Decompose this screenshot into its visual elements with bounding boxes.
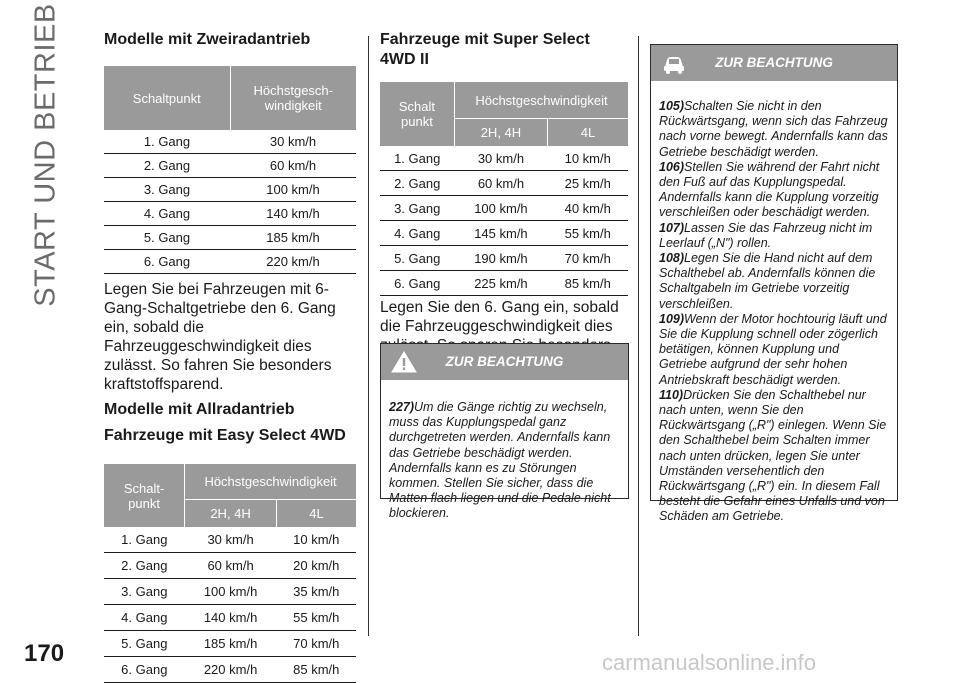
table-cell: 4. Gang	[104, 605, 185, 631]
table-row	[104, 226, 356, 250]
table-cell: 220 km/h	[185, 657, 277, 683]
speed-table-super-select	[380, 82, 628, 296]
table-cell: 40 km/h	[547, 196, 628, 221]
table-cell: 140 km/h	[230, 202, 356, 226]
car-hand-icon	[661, 51, 687, 75]
table-subheader-2h4h: 2H, 4H	[185, 500, 277, 528]
column-divider	[368, 36, 369, 636]
warning-note-heading	[381, 344, 628, 380]
left-column	[104, 30, 356, 683]
table-cell: 5. Gang	[104, 226, 230, 250]
table-cell: 30 km/h	[230, 130, 356, 154]
table-row	[104, 154, 356, 178]
speed-table-two-wheel	[104, 66, 356, 274]
warning-note-227	[380, 343, 629, 521]
table-row	[104, 657, 356, 683]
section-title-super-select: Fahrzeuge mit Super Select 4WD II	[380, 31, 590, 68]
note-text: Um die Gänge richtig zu wechseln, muss das Kupplungspedal ganz durchgetreten werden. Andernfalls kann das Getriebe beschädigt werden. Andernfalls kann es zu Störungen kommen. Stellen Sie sicher, dass die Matten flach liegen und die Pedale nicht blockieren.	[389, 400, 611, 521]
table-cell: 10 km/h	[547, 146, 628, 171]
column-divider	[638, 36, 639, 636]
table-cell: 35 km/h	[277, 579, 356, 605]
table-cell: 55 km/h	[277, 605, 356, 631]
note-text: Schalten Sie nicht in den Rückwärtsgang, wenn sich das Fahrzeug nach vorne bewegt. Andernfalls kann das Getriebe beschädigt werden.	[659, 99, 888, 159]
section-side-title-text: START UND BETRIEB	[29, 3, 62, 307]
table-cell: 25 km/h	[547, 171, 628, 196]
table-cell: 1. Gang	[380, 146, 454, 171]
table-header-max-speed: Höchstgeschwindigkeit	[454, 82, 628, 119]
list-item	[659, 388, 889, 525]
note-number: 107)	[659, 220, 685, 235]
table-header-shift-point: Schalt-punkt	[104, 464, 185, 527]
table-row	[380, 146, 628, 171]
table-cell: 225 km/h	[454, 271, 547, 296]
table-subheader-4l: 4L	[547, 119, 628, 147]
list-item	[659, 160, 889, 221]
table-row	[380, 196, 628, 221]
table-header-max-speed: Höchstgeschwindigkeit	[185, 464, 356, 500]
table-header-shift-point: Schaltpunkt	[104, 66, 230, 130]
table-cell: 185 km/h	[185, 631, 277, 657]
warning-triangle-icon	[391, 350, 417, 374]
table-row	[104, 178, 356, 202]
table-cell: 85 km/h	[547, 271, 628, 296]
section-title-two-wheel: Modelle mit Zweiradantrieb	[104, 31, 311, 48]
table-row	[104, 527, 356, 553]
table-row	[380, 246, 628, 271]
table-cell: 1. Gang	[104, 527, 185, 553]
table-cell: 100 km/h	[185, 579, 277, 605]
table-cell: 2. Gang	[104, 154, 230, 178]
table-cell: 2. Gang	[104, 553, 185, 579]
caution-note-title: ZUR BEACHTUNG	[715, 55, 833, 70]
list-item	[659, 251, 889, 312]
table-header-shift-point: Schalt punkt	[380, 82, 454, 146]
table-row	[380, 171, 628, 196]
note-number: 110)	[659, 387, 684, 402]
table-cell: 2. Gang	[380, 171, 454, 196]
note-text: Drücken Sie den Schalthebel nur nach unten, wenn Sie den Rückwärtsgang („R") einlegen. Wenn Sie den Schalthebel beim Schalten immer nach unten drücken, legen Sie unter Umständen versehentlich den Rückwärtsgang („R") ein. In diesem Fall besteht die Gefahr eines Unfalls und von Schäden am Getriebe.	[659, 387, 887, 524]
table-cell: 4. Gang	[380, 221, 454, 246]
section-title-all-wheel: Modelle mit Allradantrieb	[104, 401, 295, 418]
table-cell: 100 km/h	[230, 178, 356, 202]
table-cell: 3. Gang	[380, 196, 454, 221]
table-cell: 220 km/h	[230, 250, 356, 274]
table-cell: 140 km/h	[185, 605, 277, 631]
table-row	[104, 130, 356, 154]
table-cell: 85 km/h	[277, 657, 356, 683]
list-item	[659, 312, 889, 388]
table-cell: 6. Gang	[104, 250, 230, 274]
caution-note-right	[650, 44, 898, 524]
note-text: Lassen Sie das Fahrzeug nicht im Leerlauf („N") rollen.	[659, 220, 873, 250]
list-item	[659, 221, 889, 251]
table-cell: 55 km/h	[547, 221, 628, 246]
note-number: 109)	[659, 311, 685, 326]
warning-note-body	[381, 380, 628, 522]
speed-table-easy-select	[104, 464, 356, 683]
list-item	[659, 99, 889, 160]
warning-note-title: ZUR BEACHTUNG	[445, 354, 564, 369]
table-cell: 185 km/h	[230, 226, 356, 250]
table-cell: 3. Gang	[104, 178, 230, 202]
table-cell: 145 km/h	[454, 221, 547, 246]
watermark: carmanualsonline.info	[602, 650, 817, 675]
table-cell: 6. Gang	[380, 271, 454, 296]
table-cell: 100 km/h	[454, 196, 547, 221]
table-subheader-4l: 4L	[277, 500, 356, 528]
table-cell: 190 km/h	[454, 246, 547, 271]
page-number: 170	[24, 640, 65, 667]
table-row	[104, 202, 356, 226]
table-cell: 10 km/h	[277, 527, 356, 553]
table-cell: 70 km/h	[547, 246, 628, 271]
table-row	[104, 553, 356, 579]
section-side-title	[28, 3, 64, 307]
table-row	[380, 271, 628, 296]
table-cell: 5. Gang	[104, 631, 185, 657]
caution-note-heading	[651, 45, 897, 81]
paragraph-sixth-gear: Legen Sie bei Fahrzeugen mit 6-Gang-Schaltgetriebe den 6. Gang ein, sobald die Fahrzeuggeschwindigkeit dies zulässt. So fahren Sie besonders kraftstoffsparend.	[104, 281, 336, 393]
table-row	[104, 579, 356, 605]
table-cell: 3. Gang	[104, 579, 185, 605]
note-text: Wenn der Motor hochtourig läuft und Sie die Kupplung schnell oder zögerlich betätigen, können Kupplung und Getriebe aufgrund der sehr hohen Antriebskraft beschädigt werden.	[659, 311, 887, 387]
table-cell: 5. Gang	[380, 246, 454, 271]
table-cell: 30 km/h	[454, 146, 547, 171]
table-row	[104, 250, 356, 274]
note-number: 105)	[659, 99, 685, 113]
table-header-max-speed: Höchstgesch-windigkeit	[230, 66, 356, 130]
table-row	[104, 631, 356, 657]
table-cell: 1. Gang	[104, 130, 230, 154]
note-text: Stellen Sie während der Fahrt nicht den Fuß auf das Kupplungspedal. Andernfalls kann die Kupplung vorzeitig verschleißen oder beschädigt werden.	[659, 159, 880, 220]
table-cell: 60 km/h	[230, 154, 356, 178]
table-cell: 4. Gang	[104, 202, 230, 226]
note-number: 108)	[659, 251, 685, 266]
table-row	[380, 221, 628, 246]
caution-note-body	[651, 81, 897, 525]
section-title-easy-select: Fahrzeuge mit Easy Select 4WD	[104, 427, 346, 444]
table-cell: 70 km/h	[277, 631, 356, 657]
paragraph-sixth-gear-super-select: Legen Sie den 6. Gang ein, sobald die Fahrzeuggeschwindigkeit dies	[380, 299, 619, 335]
note-number: 227)	[389, 400, 415, 414]
table-subheader-2h4h: 2H, 4H	[454, 119, 547, 147]
table-row	[104, 605, 356, 631]
note-text: Legen Sie die Hand nicht auf dem Schalthebel ab. Andernfalls können die Schaltgabeln im Getriebe vorzeitig verschleißen.	[659, 251, 876, 311]
middle-column	[380, 30, 628, 374]
table-cell: 60 km/h	[185, 553, 277, 579]
note-number: 106)	[659, 159, 685, 174]
table-cell: 30 km/h	[185, 527, 277, 553]
table-cell: 6. Gang	[104, 657, 185, 683]
table-cell: 20 km/h	[277, 553, 356, 579]
table-cell: 60 km/h	[454, 171, 547, 196]
